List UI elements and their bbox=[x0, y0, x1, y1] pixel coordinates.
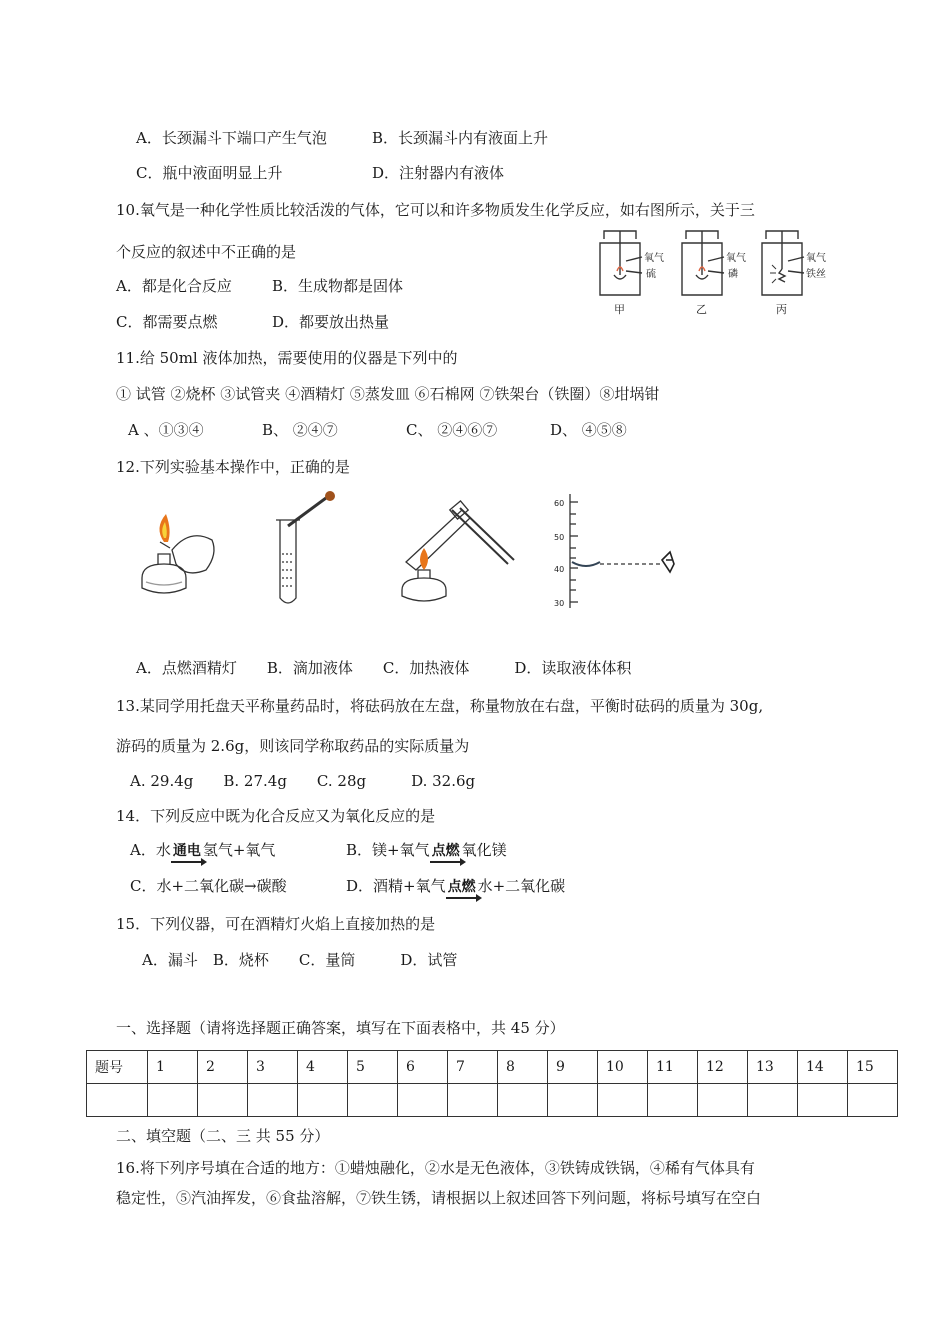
answer-cell-15[interactable] bbox=[848, 1084, 898, 1117]
answer-table-header-2: 2 bbox=[198, 1051, 248, 1084]
answer-table bbox=[86, 1050, 898, 1117]
answer-cell-13[interactable] bbox=[748, 1084, 798, 1117]
flame-c-icon bbox=[420, 548, 428, 570]
answer-cell-4[interactable] bbox=[298, 1084, 348, 1117]
cylinder-tick-50: 50 bbox=[554, 533, 565, 542]
q11-option-a: A 、①③④ bbox=[128, 421, 204, 439]
answer-table-header-9: 9 bbox=[548, 1051, 598, 1084]
answer-table-header-14: 14 bbox=[798, 1051, 848, 1084]
answer-cell-9[interactable] bbox=[548, 1084, 598, 1117]
answer-table-header-row bbox=[87, 1051, 898, 1084]
cylinder-tick-40: 40 bbox=[554, 565, 565, 574]
lighting-alcohol-lamp-icon bbox=[142, 536, 214, 593]
answer-cell-1[interactable] bbox=[148, 1084, 198, 1117]
q16-line1: 16.将下列序号填在合适的地方：①蜡烛融化，②水是无色液体，③铁铸成铁锅，④稀有气体具有 bbox=[116, 1159, 755, 1177]
q10-stem-line2: 个反应的叙述中不正确的是 bbox=[116, 243, 297, 261]
q10-option-b: B．生成物都是固体 bbox=[272, 277, 404, 295]
jar1-label-oxygen: 氧气 bbox=[644, 253, 664, 264]
cylinder-tick-30: 30 bbox=[554, 599, 565, 608]
answer-table-header-4: 4 bbox=[298, 1051, 348, 1084]
q14-d-reactant: D．酒精+氧气 bbox=[346, 877, 446, 895]
dropper-bulb-icon bbox=[325, 491, 335, 501]
q14-option-b bbox=[346, 840, 507, 861]
answer-cell-2[interactable] bbox=[198, 1084, 248, 1117]
q14-option-c: C．水+二氧化碳→碳酸 bbox=[130, 877, 287, 895]
q13-stem-line1: 13.某同学用托盘天平称量药品时，将砝码放在左盘，称量物放在右盘，平衡时砝码的质量为 30g, bbox=[116, 697, 764, 715]
q11-option-b: B、 ②④⑦ bbox=[262, 421, 338, 439]
q14-a-arrow bbox=[171, 840, 203, 861]
q13-stem-line2: 游码的质量为 2.6g，则该同学称取药品的实际质量为 bbox=[116, 737, 470, 755]
answer-table-header-13: 13 bbox=[748, 1051, 798, 1084]
section1-heading: 一、选择题（请将选择题正确答案，填写在下面表格中，共 45 分） bbox=[116, 1019, 565, 1037]
q13-options: A. 29.4g B. 27.4g C. 28g D. 32.6g bbox=[130, 772, 476, 790]
q10-option-d: D．都要放出热量 bbox=[272, 313, 390, 331]
jar-iron-wire bbox=[762, 231, 804, 295]
answer-cell-10[interactable] bbox=[598, 1084, 648, 1117]
eye-icon bbox=[662, 552, 674, 572]
q14-d-arrow bbox=[446, 876, 478, 897]
q14-a-reactant: A．水 bbox=[130, 841, 171, 859]
graduated-cylinder-icon bbox=[570, 494, 660, 608]
answer-cell-3[interactable] bbox=[248, 1084, 298, 1117]
q14-stem: 14．下列反应中既为化合反应又为氧化反应的是 bbox=[116, 807, 436, 825]
q12-options: A．点燃酒精灯 B．滴加液体 C．加热液体 D．读取液体体积 bbox=[136, 659, 632, 677]
q14-b-product: 氧化镁 bbox=[461, 841, 507, 859]
answer-cell-5[interactable] bbox=[348, 1084, 398, 1117]
q9-option-b: B．长颈漏斗内有液面上升 bbox=[372, 129, 549, 147]
jar-phosphorus bbox=[682, 231, 724, 295]
q14-option-a bbox=[130, 840, 275, 861]
q9-option-c: C．瓶中液面明显上升 bbox=[136, 164, 283, 182]
answer-table-header-6: 6 bbox=[398, 1051, 448, 1084]
answer-table-header-7: 7 bbox=[448, 1051, 498, 1084]
answer-table-header-10: 10 bbox=[598, 1051, 648, 1084]
dropper-tube-icon bbox=[276, 498, 326, 603]
q15-stem: 15．下列仪器，可在酒精灯火焰上直接加热的是 bbox=[116, 915, 436, 933]
answer-cell-11[interactable] bbox=[648, 1084, 698, 1117]
q11-items: ① 试管 ②烧杯 ③试管夹 ④酒精灯 ⑤蒸发皿 ⑥石棉网 ⑦铁架台（铁圈）⑧坩埚钳 bbox=[116, 385, 660, 403]
q9-option-d: D．注射器内有液体 bbox=[372, 164, 505, 182]
answer-table-header-12: 12 bbox=[698, 1051, 748, 1084]
jar1-caption: 甲 bbox=[614, 303, 625, 316]
q14-a-product: 氢气+氧气 bbox=[202, 841, 276, 859]
heating-tube-icon bbox=[402, 501, 514, 601]
answer-table-header-3: 3 bbox=[248, 1051, 298, 1084]
answer-table-header-label: 题号 bbox=[87, 1051, 148, 1084]
answer-table-header-11: 11 bbox=[648, 1051, 698, 1084]
q16-line2: 稳定性，⑤汽油挥发，⑥食盐溶解，⑦铁生锈，请根据以上叙述回答下列问题，将标号填写在空白 bbox=[116, 1189, 762, 1207]
answer-table-header-8: 8 bbox=[498, 1051, 548, 1084]
q10-stem-line1: 10.氧气是一种化学性质比较活泼的气体，它可以和许多物质发生化学反应，如右图所示，关于三 bbox=[116, 201, 755, 219]
q12-operations-figure bbox=[130, 490, 700, 615]
jar3-label-oxygen: 氧气 bbox=[806, 253, 826, 264]
jar2-label-oxygen: 氧气 bbox=[726, 253, 746, 264]
jar-sulfur bbox=[600, 231, 642, 295]
q10-option-c: C．都需要点燃 bbox=[116, 313, 218, 331]
jar1-label-sulfur: 硫 bbox=[646, 269, 656, 280]
q14-option-d bbox=[346, 876, 565, 897]
cylinder-tick-60: 60 bbox=[554, 499, 565, 508]
jar3-caption: 丙 bbox=[776, 303, 787, 316]
q14-d-condition: 点燃 bbox=[447, 879, 476, 895]
q11-option-d: D、 ④⑤⑧ bbox=[550, 421, 627, 439]
q14-d-product: 水+二氧化碳 bbox=[477, 877, 566, 895]
answer-table-header-1: 1 bbox=[148, 1051, 198, 1084]
q15-options: A．漏斗 B．烧杯 C．量筒 D．试管 bbox=[142, 951, 458, 969]
section2-heading: 二、填空题（二、三 共 55 分） bbox=[116, 1127, 330, 1145]
answer-cell-6[interactable] bbox=[398, 1084, 448, 1117]
q14-b-reactant: B．镁+氧气 bbox=[346, 841, 430, 859]
q10-oxygen-jars-figure bbox=[590, 225, 840, 320]
q11-stem: 11.给 50ml 液体加热，需要使用的仪器是下列中的 bbox=[116, 349, 458, 367]
answer-table-header-15: 15 bbox=[848, 1051, 898, 1084]
answer-table-answer-row[interactable] bbox=[87, 1084, 898, 1117]
jar2-caption: 乙 bbox=[696, 303, 707, 316]
answer-table-header-5: 5 bbox=[348, 1051, 398, 1084]
q11-option-c: C、 ②④⑥⑦ bbox=[406, 421, 498, 439]
q9-option-a: A．长颈漏斗下端口产生气泡 bbox=[136, 129, 327, 147]
answer-cell-8[interactable] bbox=[498, 1084, 548, 1117]
jar2-label-phosphorus: 磷 bbox=[728, 269, 738, 280]
answer-cell-label bbox=[87, 1084, 148, 1117]
jar3-label-iron: 铁丝 bbox=[806, 269, 826, 280]
q12-stem: 12.下列实验基本操作中，正确的是 bbox=[116, 458, 350, 476]
answer-cell-12[interactable] bbox=[698, 1084, 748, 1117]
q10-option-a: A．都是化合反应 bbox=[116, 277, 232, 295]
answer-cell-14[interactable] bbox=[798, 1084, 848, 1117]
q14-a-condition: 通电 bbox=[172, 843, 201, 859]
answer-cell-7[interactable] bbox=[448, 1084, 498, 1117]
q14-b-arrow bbox=[430, 840, 462, 861]
q14-b-condition: 点燃 bbox=[431, 843, 460, 859]
